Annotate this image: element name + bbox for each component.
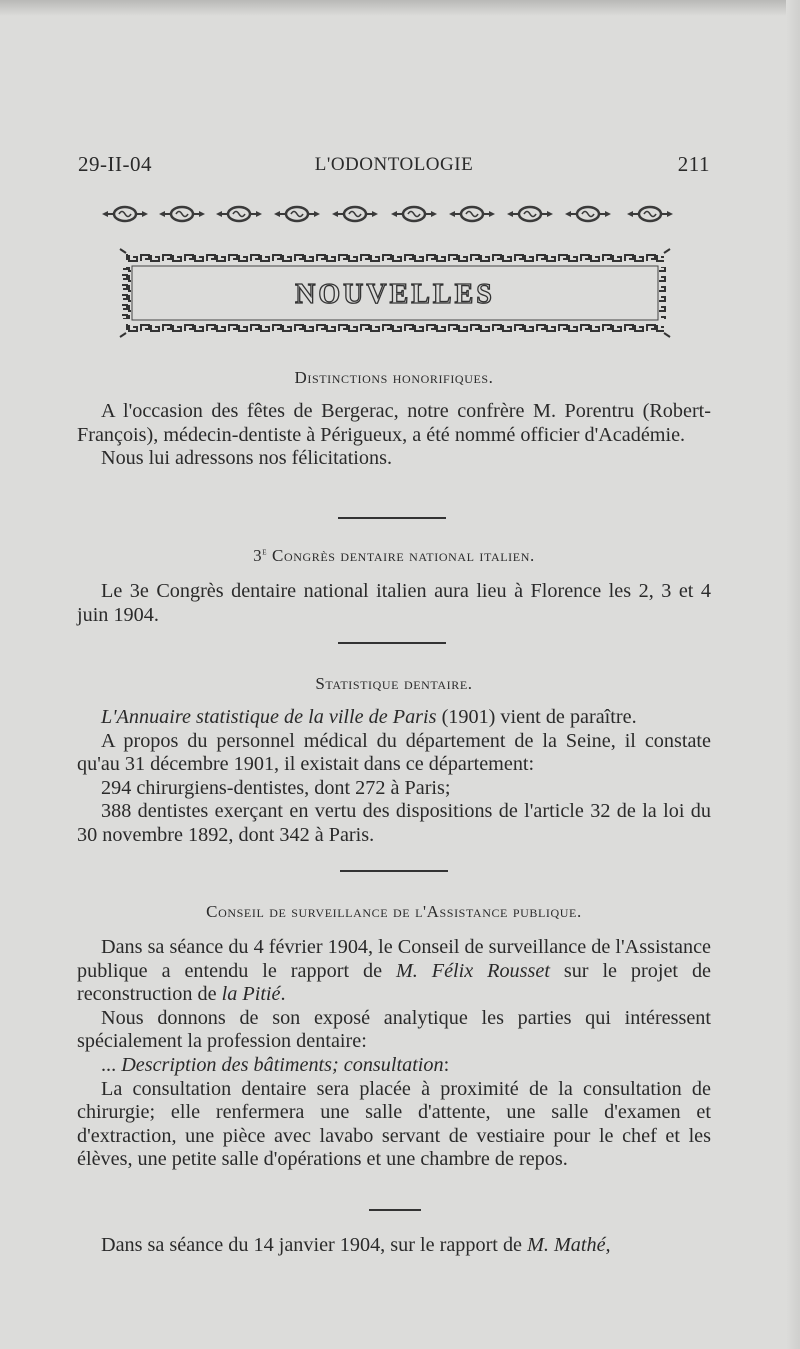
text-run: ... [101,1053,122,1076]
text-run: sur le projet de reconstruction de [77,959,711,1006]
heading-superscript: e [262,546,268,558]
paragraph: 388 dentistes exerçant en vertu des dispositions de l'article 32 de la loi du 30 novembre 1892, dont 342 à Paris. [77,800,711,846]
italic-title: L'Annuaire statistique de la ville de Paris [101,706,437,728]
header-date: 29-II-04 [78,152,152,176]
paragraph: Nous donnons de son exposé analytique les parties qui intéressent spécialement la profession dentaire: [77,1006,711,1053]
italic-name: M. Félix Rousset [395,959,550,982]
heading-number: 3 [253,546,263,565]
paragraph: La consultation dentaire sera placée à proximité de la consultation de chirurgie; elle renfermera une salle d'attente, une salle d'examen et d'extraction, une pièce avec lavabo servant de vestiaire pour le chef et les élèves, une petite salle d'opérations et une chambre de repos. [77,1077,711,1171]
section-heading-conseil: Conseil de surveillance de l'Assistance publique. [206,902,582,921]
italic-name: la Pitié [221,983,281,1006]
section-body-mathe [77,1234,711,1258]
text-run: Dans sa séance du 14 janvier 1904, sur le rapport de [101,1234,528,1256]
text-run: Dans sa séance du 4 février 1904, le Conseil de surveillance de l'Assistance publique a entendu le rapport de [77,936,711,982]
section-divider [340,870,448,872]
section-body-distinctions [77,400,711,471]
section-divider [338,642,446,644]
heading-text: Congrès dentaire national italien. [272,546,535,565]
section-body-conseil [77,936,711,1172]
section-divider-short [369,1209,421,1211]
section-heading-distinctions: Distinctions honorifiques. [294,368,494,387]
section-body-statistique [77,706,711,848]
paragraph: A l'occasion des fêtes de Bergerac, notre confrère M. Porentru (Robert-François), médecin-dentiste à Périgueux, a été nommé officier d'Académie. [77,400,711,446]
paragraph: A propos du personnel médical du département de la Seine, il constate qu'au 31 décembre 1901, il existait dans ce département: [77,729,711,776]
italic-subheading: Description des bâtiments; consultation [121,1053,444,1076]
decorative-ornament-row [100,202,682,226]
header-journal-title: L'ODONTOLOGIE [314,154,474,175]
italic-name: M. Mathé, [527,1234,611,1256]
paragraph: Le 3e Congrès dentaire national italien aura lieu à Florence les 2, 3 et 4 juin 1904. [77,580,711,626]
paragraph: 294 chirurgiens-dentistes, dont 272 à Paris; [101,776,451,799]
section-heading-congres [77,546,711,566]
paragraph: Nous lui adressons nos félicitations. [101,447,393,470]
page-right-edge [786,0,800,1349]
text-run: : [443,1053,450,1076]
section-divider [338,517,446,519]
page-top-edge [0,0,800,16]
section-body-congres [77,580,711,627]
banner-title: NOUVELLES [295,279,495,310]
header-page-number: 211 [677,152,710,176]
nouvelles-banner [118,243,672,341]
running-header [78,152,710,182]
paragraph-rest: (1901) vient de paraître. [436,706,637,728]
section-heading-statistique: Statistique dentaire. [315,674,473,693]
text-run: . [280,983,286,1006]
